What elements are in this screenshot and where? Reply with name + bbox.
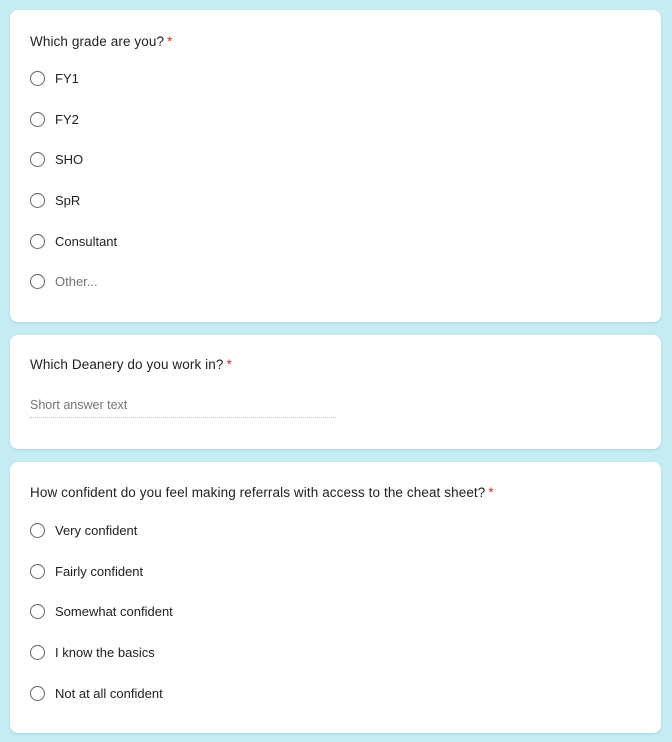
option-fairly-confident[interactable]	[30, 561, 143, 581]
option-label: Very confident	[55, 522, 138, 538]
radio-button[interactable]	[30, 112, 45, 127]
option-label: SHO	[55, 151, 84, 167]
option-label: Fairly confident	[55, 563, 144, 579]
option-label: Somewhat confident	[55, 603, 173, 619]
option-very-confident[interactable]	[30, 520, 137, 540]
question-text: Which grade are you?	[30, 34, 165, 49]
option-somewhat-confident[interactable]	[30, 601, 173, 621]
confidence-question-title	[30, 485, 494, 500]
required-asterisk: *	[488, 485, 494, 500]
option-label: SpR	[55, 192, 81, 208]
option-label: I know the basics	[55, 644, 155, 660]
radio-button[interactable]	[30, 604, 45, 619]
question-text: How confident do you feel making referrals with access to the cheat sheet?	[30, 485, 486, 500]
deanery-question-card	[10, 335, 661, 449]
option-other[interactable]	[30, 271, 98, 291]
short-answer-input[interactable]	[30, 393, 336, 418]
option-not-at-all-confident[interactable]	[30, 683, 163, 703]
radio-button[interactable]	[30, 193, 45, 208]
radio-button[interactable]	[30, 152, 45, 167]
radio-button[interactable]	[30, 274, 45, 289]
option-label: Not at all confident	[55, 685, 163, 701]
option-label: Other...	[55, 273, 98, 289]
grade-question-card	[10, 10, 661, 322]
radio-button[interactable]	[30, 234, 45, 249]
grade-question-title	[30, 34, 172, 49]
required-asterisk: *	[167, 34, 173, 49]
option-know-basics[interactable]	[30, 642, 155, 662]
radio-button[interactable]	[30, 71, 45, 86]
required-asterisk: *	[226, 357, 232, 372]
radio-button[interactable]	[30, 523, 45, 538]
option-consultant[interactable]	[30, 231, 117, 251]
option-fy2[interactable]	[30, 109, 79, 129]
option-label: FY2	[55, 111, 79, 127]
confidence-question-card	[10, 462, 661, 733]
radio-button[interactable]	[30, 645, 45, 660]
option-label: FY1	[55, 70, 79, 86]
radio-button[interactable]	[30, 686, 45, 701]
radio-button[interactable]	[30, 564, 45, 579]
option-fy1[interactable]	[30, 68, 79, 88]
question-text: Which Deanery do you work in?	[30, 357, 224, 372]
option-sho[interactable]	[30, 149, 83, 169]
option-spr[interactable]	[30, 190, 80, 210]
option-label: Consultant	[55, 233, 118, 249]
deanery-question-title	[30, 357, 232, 372]
